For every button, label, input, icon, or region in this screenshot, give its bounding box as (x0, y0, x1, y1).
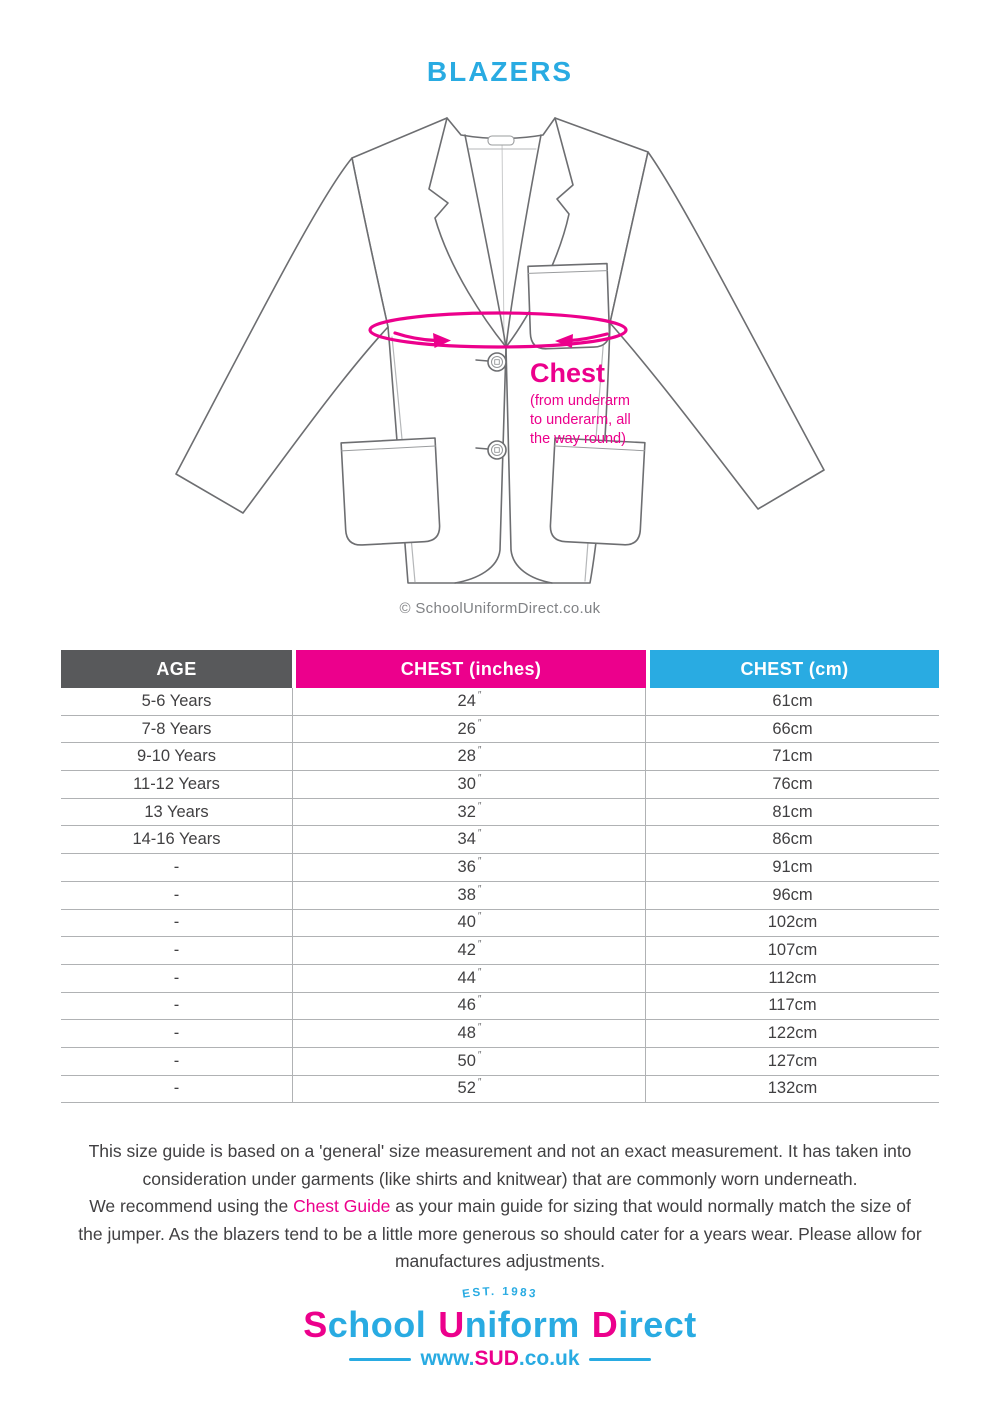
cell-chest-inches (292, 688, 646, 715)
cell-chest-cm: 96cm (772, 885, 813, 904)
table-row (61, 743, 939, 771)
inch-mark: ″ (477, 772, 481, 784)
table-row (61, 937, 939, 965)
logo-url-domain: .co.uk (518, 1347, 580, 1370)
cell-chest-cm: 102cm (767, 913, 818, 932)
cell-chest-inches (292, 1048, 646, 1075)
notes-line-3-after: as your main guide for sizing that would normally match the size of (390, 1196, 911, 1216)
table-row (61, 965, 939, 993)
cell-chest-inches (292, 826, 646, 853)
inches-value: 48 (457, 1024, 476, 1043)
cell-age: - (173, 996, 180, 1015)
inches-value: 26 (457, 719, 476, 738)
inches-value: 40 (457, 913, 476, 932)
cell-age: - (173, 857, 180, 876)
logo-url-row (349, 1347, 650, 1371)
cell-chest-inches (292, 965, 646, 992)
inches-value: 50 (457, 1051, 476, 1070)
cell-chest-cm: 112cm (768, 968, 817, 987)
logo-rule-left (349, 1358, 411, 1361)
cell-age: 7-8 Years (141, 719, 212, 738)
notes-line-4: the jumper. As the blazers tend to be a little more generous so should cater for a years wear. Please allow for (78, 1223, 922, 1244)
inch-mark: ″ (477, 800, 481, 812)
cell-chest-inches (292, 937, 646, 964)
logo-initial-u: U (438, 1304, 465, 1345)
cell-chest-cm: 127cm (767, 1051, 818, 1070)
cell-chest-inches (292, 1076, 646, 1103)
svg-text:EST. 1983 (461, 1285, 538, 1301)
cell-age: 11-12 Years (133, 774, 220, 793)
patch-pocket-left (341, 438, 440, 546)
chest-note-line-1: (from underarm (530, 393, 630, 409)
notes-line-3-before: We recommend using the (89, 1196, 294, 1216)
notes-line-1: This size guide is based on a 'general' size measurement and not an exact measurement. It has taken into (88, 1141, 912, 1161)
inches-value: 36 (457, 857, 476, 876)
inch-mark: ″ (477, 911, 481, 923)
cell-chest-inches (292, 1020, 646, 1047)
logo-initial-s: S (303, 1304, 328, 1345)
cell-chest-cm: 117cm (768, 996, 817, 1015)
inches-value: 38 (457, 885, 476, 904)
logo-initial-d: D (591, 1304, 619, 1345)
chest-note-line-3: the way round) (530, 431, 626, 447)
table-header-row (61, 650, 939, 688)
inches-value: 28 (457, 747, 476, 766)
cell-age: - (173, 1079, 180, 1098)
logo-est-text: EST. 1983 (461, 1284, 539, 1301)
logo-url-www: www. (420, 1347, 475, 1370)
logo-word-school (303, 1304, 426, 1345)
notes-line-5: manufactures adjustments. (394, 1251, 606, 1271)
notes-line-2: consideration under garments (like shirts and knitwear) that are commonly worn underneath. (142, 1168, 858, 1189)
logo-rest-irect: irect (618, 1304, 697, 1345)
cell-chest-cm: 61cm (772, 691, 813, 710)
logo-url-text (420, 1347, 579, 1371)
inches-value: 24 (457, 691, 476, 710)
cell-chest-cm: 81cm (772, 802, 813, 821)
inches-value: 42 (457, 941, 476, 960)
header-chest-inches: CHEST (inches) (296, 650, 646, 688)
cell-chest-cm: 66cm (772, 719, 813, 738)
table-row (61, 771, 939, 799)
copyright-text: © SchoolUniformDirect.co.uk (399, 600, 601, 617)
table-row (61, 993, 939, 1021)
cell-chest-inches (292, 771, 646, 798)
cell-age: - (173, 941, 180, 960)
cell-age: 13 Years (144, 802, 209, 821)
patch-pocket-right (550, 438, 645, 546)
inch-mark: ″ (477, 745, 481, 757)
logo-word-direct (592, 1304, 697, 1345)
cell-age: 5-6 Years (141, 691, 212, 710)
page-title: BLAZERS (426, 56, 574, 87)
inches-value: 46 (457, 996, 476, 1015)
blazer-drawing (170, 105, 830, 615)
table-row (61, 854, 939, 882)
table-row (61, 799, 939, 827)
cell-age: - (173, 1024, 180, 1043)
inch-mark: ″ (477, 1049, 481, 1061)
cell-age: 9-10 Years (137, 747, 216, 766)
cell-chest-inches (292, 854, 646, 881)
chest-guide-highlight: Chest Guide (293, 1196, 391, 1216)
cell-age: - (173, 913, 180, 932)
header-age: AGE (61, 650, 292, 688)
cell-chest-cm: 132cm (767, 1079, 818, 1098)
table-row (61, 1076, 939, 1104)
inch-mark: ″ (477, 1022, 481, 1034)
table-row (61, 826, 939, 854)
hanger-loop (488, 136, 514, 145)
logo-wordmark (303, 1304, 697, 1346)
inches-value: 32 (457, 802, 476, 821)
inch-mark: ″ (477, 966, 481, 978)
inches-value: 44 (457, 968, 476, 987)
inch-mark: ″ (477, 883, 481, 895)
table-row (61, 1048, 939, 1076)
logo-rest-chool: chool (327, 1304, 427, 1345)
inch-mark: ″ (477, 689, 481, 701)
cell-chest-cm: 86cm (772, 830, 813, 849)
header-chest-cm: CHEST (cm) (650, 650, 939, 688)
table-row (61, 910, 939, 938)
size-guide-notes (50, 1138, 950, 1276)
cell-chest-inches (292, 799, 646, 826)
inches-value: 34 (457, 830, 476, 849)
cell-chest-cm: 122cm (767, 1024, 818, 1043)
cell-chest-inches (292, 882, 646, 909)
inch-mark: ″ (477, 828, 481, 840)
cell-age: - (173, 885, 180, 904)
inch-mark: ″ (477, 1077, 481, 1089)
logo-url-sud: SUD (474, 1347, 519, 1370)
cell-chest-inches (292, 910, 646, 937)
inches-value: 30 (457, 774, 476, 793)
notes-line-3 (50, 1193, 950, 1221)
logo-rest-niform: niform (464, 1304, 580, 1345)
size-table (61, 650, 939, 1103)
chest-note-line-2: to underarm, all (530, 412, 631, 428)
cell-age: - (173, 968, 180, 987)
cell-age: - (173, 1051, 180, 1070)
chest-label: Chest (530, 358, 606, 388)
cell-chest-inches (292, 743, 646, 770)
inch-mark: ″ (477, 994, 481, 1006)
cell-chest-cm: 91cm (772, 857, 813, 876)
table-row (61, 882, 939, 910)
table-row (61, 1020, 939, 1048)
cell-chest-inches (292, 716, 646, 743)
blazer-figure (170, 105, 830, 615)
cell-age: 14-16 Years (132, 830, 221, 849)
table-row (61, 716, 939, 744)
table-row (61, 688, 939, 716)
inches-value: 52 (457, 1079, 476, 1098)
cell-chest-cm: 107cm (767, 941, 818, 960)
logo-rule-right (589, 1358, 651, 1361)
logo-word-uniform (438, 1304, 580, 1345)
cell-chest-cm: 71cm (772, 747, 813, 766)
inch-mark: ″ (477, 717, 481, 729)
inch-mark: ″ (477, 939, 481, 951)
cell-chest-cm: 76cm (772, 774, 813, 793)
cell-chest-inches (292, 993, 646, 1020)
sud-logo (0, 1280, 1000, 1371)
inch-mark: ″ (477, 855, 481, 867)
